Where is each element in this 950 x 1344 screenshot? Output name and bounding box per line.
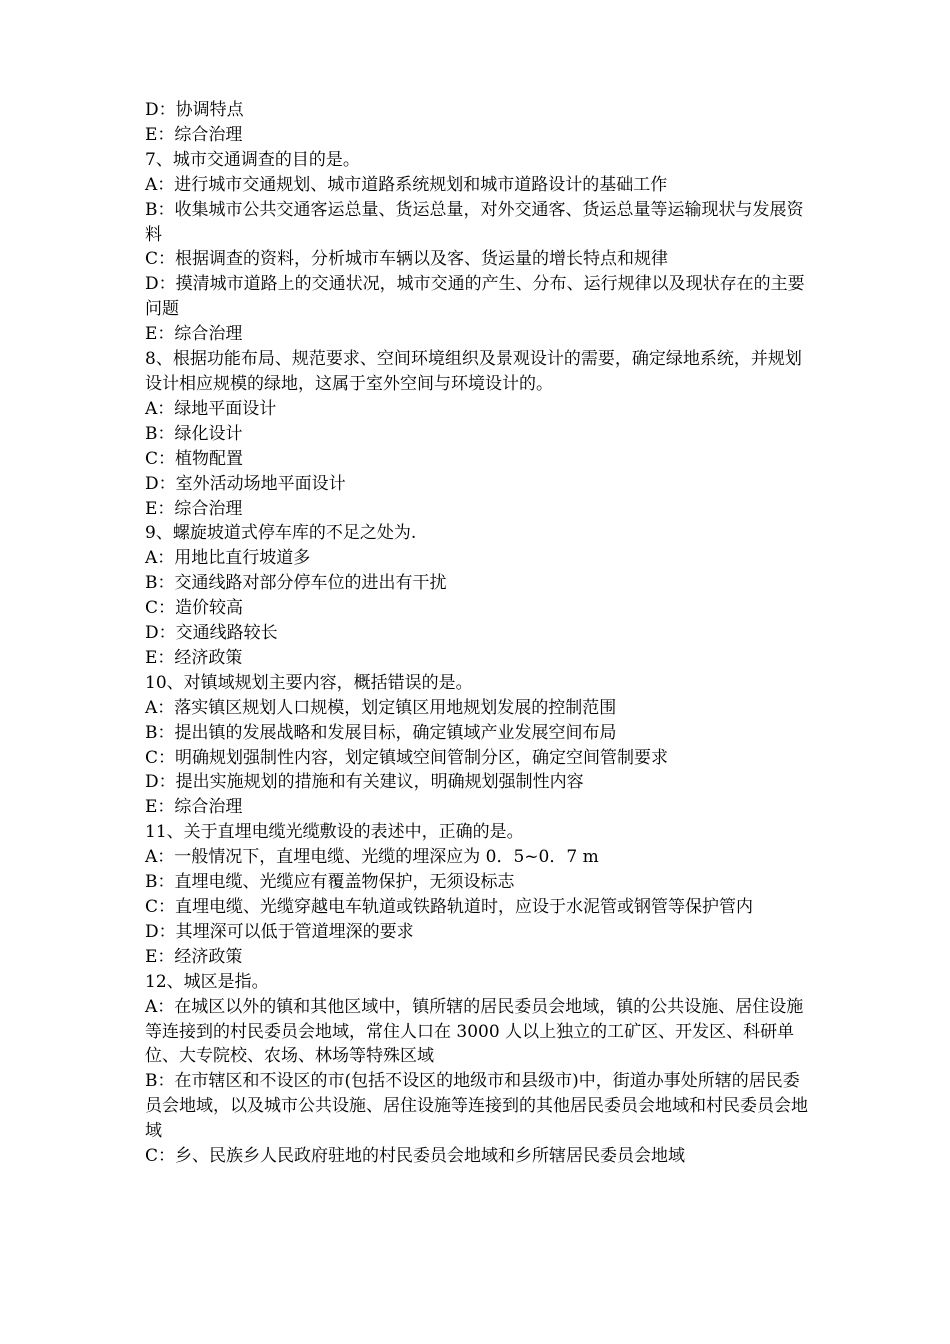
question-7: 7、城市交通调查的目的是。: [145, 149, 360, 170]
text-line: B：直埋电缆、光缆应有覆盖物保护，无须设标志: [145, 872, 515, 893]
text-line: C：直埋电缆、光缆穿越电车轨道或铁路轨道时，应设于水泥管或钢管等保护管内: [145, 897, 754, 917]
text-line: D：协调特点: [145, 100, 244, 120]
question-11: 11、关于直埋电缆光缆敷设的表述中，正确的是。: [145, 822, 524, 843]
text-line: E：经济政策: [145, 946, 243, 967]
text-line: A：进行城市交通规划、城市道路系统规划和城市道路设计的基础工作: [145, 174, 668, 195]
text-line: D：提出实施规划的措施和有关建议，明确规划强制性内容: [145, 772, 584, 793]
text-line: A：落实镇区规划人口规模，划定镇区用地规划发展的控制范围: [145, 697, 617, 718]
question-8: 8、根据功能布局、规范要求、空间环境组织及景观设计的需要，确定绿地系统，并规划设计相应规模的绿地，这属于室外空间与环境设计的。: [145, 349, 802, 394]
text-line: C：植物配置: [145, 448, 244, 469]
question-10: 10、对镇域规划主要内容，概括错误的是。: [145, 672, 473, 693]
text-line: B：提出镇的发展战略和发展目标，确定镇域产业发展空间布局: [145, 722, 617, 743]
text-line: A：在城区以外的镇和其他区域中，镇所辖的居民委员会地域，镇的公共设施、居住设施等连接到的村民委员会地域，常住人口在 3000 人以上独立的工矿区、开发区、科研单位、大专院校、农场、林场等特殊区域: [145, 996, 804, 1067]
text-line: B：交通线路对部分停车位的进出有干扰: [145, 573, 447, 594]
question-9: 9、螺旋坡道式停车库的不足之处为.: [145, 523, 417, 544]
text-line: D：交通线路较长: [145, 623, 278, 644]
text-line: A：一般情况下，直埋电缆、光缆的埋深应为 0．5~0．7 m: [145, 847, 599, 868]
text-line: D：室外活动场地平面设计: [145, 473, 346, 494]
text-line: C：明确规划强制性内容，划定镇域空间管制分区，确定空间管制要求: [145, 747, 669, 768]
document-body: [145, 98, 815, 1169]
text-line: E：综合治理: [145, 797, 243, 818]
text-line: E：综合治理: [145, 498, 243, 519]
text-line: E：综合治理: [145, 324, 243, 345]
text-line: B：在市辖区和不设区的市(包括不设区的地级市和县级市)中，街道办事处所辖的居民委员会地域，以及城市公共设施、居住设施等连接到的其他居民委员会地域和村民委员会地域: [145, 1071, 808, 1142]
text-line: D：其埋深可以低于管道埋深的要求: [145, 921, 414, 942]
text-line: C：乡、民族乡人民政府驻地的村民委员会地域和乡所辖居民委员会地域: [145, 1146, 686, 1167]
text-line: D：摸清城市道路上的交通状况，城市交通的产生、分布、运行规律以及现状存在的主要问题: [145, 274, 805, 320]
text-line: C：根据调查的资料，分析城市车辆以及客、货运量的增长特点和规律: [145, 249, 669, 270]
text-line: B：收集城市公共交通客运总量、货运总量，对外交通客、货运总量等运输现状与发展资料: [145, 199, 804, 245]
text-line: E：经济政策: [145, 647, 243, 668]
text-line: A：绿地平面设计: [145, 398, 277, 419]
text-line: B：绿化设计: [145, 423, 243, 444]
text-line: C：造价较高: [145, 598, 244, 619]
question-12: 12、城区是指。: [145, 971, 269, 992]
text-line: E：综合治理: [145, 124, 243, 145]
text-line: A：用地比直行坡道多: [145, 548, 311, 569]
